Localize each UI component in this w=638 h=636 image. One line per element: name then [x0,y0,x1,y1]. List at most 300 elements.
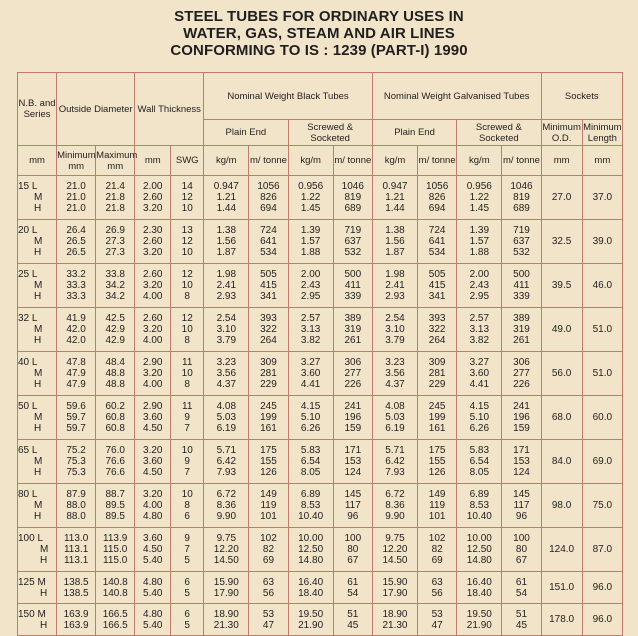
cell-value: 9 [184,412,190,423]
cell-bp-kg [204,528,249,572]
nominal-bore: 65 [18,445,30,456]
cell-value: 719 [344,225,362,236]
cell-bp-mt [249,352,288,396]
nb-series-cell [18,352,57,396]
cell-value: 5 [184,587,190,599]
cell-value: 161 [260,423,277,434]
cell-value: 10 [181,368,193,379]
cell-value: 26.5 [66,236,86,247]
cell-sock-od: 124.0 [541,528,582,572]
cell-value: 4.50 [143,467,163,478]
cell-gp-mt [418,484,457,528]
unit-header: mm [18,146,57,176]
cell-value: 1.98 [385,269,405,280]
cell-value: 161 [428,423,446,434]
nominal-bore: 50 [18,401,30,412]
cell-wt [135,484,171,528]
cell-value: 15.90 [213,576,239,588]
cell-bp-mt [249,396,288,440]
cell-value: 8.53 [300,500,321,511]
nb-series-cell [18,220,57,264]
cell-value: 10.40 [298,511,324,522]
cell-value: 3.10 [216,324,237,335]
cell-value: 155 [260,456,277,467]
cell-gp-mt [418,308,457,352]
cell-value: 101 [428,511,446,522]
wall-thickness-header: Wall Thickness [135,73,204,146]
cell-value: 4.08 [216,401,237,412]
cell-value: 6.42 [385,456,405,467]
table-row [18,220,623,264]
cell-bs-kg [288,308,333,352]
cell-value: 21.8 [105,192,125,203]
cell-value: 322 [260,324,277,335]
cell-value: 9.75 [216,533,237,544]
cell-value: 48.8 [105,368,125,379]
cell-value: 47.9 [66,368,86,379]
cell-value: 411 [344,280,361,291]
cell-value: 63 [262,576,275,588]
cell-value: 4.37 [216,379,237,390]
cell-gp-kg [372,220,417,264]
cell-bp-kg [204,396,249,440]
cell-value: 264 [428,335,446,346]
nb-series-cell [18,396,57,440]
cell-bs-kg [288,440,333,484]
series-label: H [34,335,42,346]
cell-value: 8.36 [385,500,405,511]
cell-value: 33.3 [66,291,86,302]
cell-gp-mt [418,264,457,308]
cell-value: 59.7 [66,412,86,423]
galv-screwed-header: Screwed & Socketed [457,120,541,146]
cell-value: 163.9 [63,608,89,620]
cell-value: 5.71 [216,445,237,456]
cell-value: 96 [515,511,528,522]
cell-value: 1.88 [469,247,490,258]
cell-value: 309 [260,357,277,368]
cell-value: 641 [428,236,446,247]
cell-value: 12.50 [298,544,324,555]
cell-value: 505 [428,269,446,280]
cell-value: 1.39 [469,225,490,236]
cell-swg [171,528,204,572]
cell-value: 18.40 [466,587,492,599]
cell-value: 226 [344,379,362,390]
cell-value: 47.8 [66,357,86,368]
cell-value: 88.7 [105,489,125,500]
cell-value: 8 [184,500,190,511]
cell-bp-kg [204,220,249,264]
series-label: M [34,412,43,423]
cell-value: 126 [260,467,277,478]
cell-value: 13 [181,225,193,236]
cell-value: 53 [431,608,443,620]
cell-gs-kg [457,528,502,572]
table-row [18,308,623,352]
cell-value: 2.60 [143,236,163,247]
cell-value: 45 [347,619,359,631]
cell-value: 6.72 [216,489,237,500]
cell-value: 17.90 [213,587,239,599]
cell-value: 6.26 [469,423,490,434]
cell-value: 21.0 [66,181,86,192]
cell-value: 6.26 [300,423,321,434]
cell-max [96,440,135,484]
cell-gp-mt [418,604,457,636]
cell-value: 10 [181,247,193,258]
cell-value: 500 [513,269,530,280]
cell-value: 505 [260,269,277,280]
cell-gs-kg [457,604,502,636]
table-row [18,528,623,572]
cell-gp-mt [418,176,457,220]
cell-value: 140.8 [102,576,128,588]
cell-min [57,528,96,572]
nb-series-cell [18,440,57,484]
cell-value: 54 [515,587,528,599]
cell-value: 4.37 [385,379,405,390]
cell-value: 14.80 [298,555,324,566]
cell-swg [171,264,204,308]
cell-value: 3.60 [143,412,163,423]
cell-value: 67 [515,555,528,566]
cell-value: 6.19 [385,423,405,434]
cell-gs-kg [457,308,502,352]
cell-value: 18.90 [382,608,408,620]
cell-bs-mt [333,604,372,636]
nb-series-cell [18,604,57,636]
cell-value: 12.20 [213,544,239,555]
cell-value: 63 [431,576,443,588]
cell-value: 8.05 [469,467,490,478]
cell-value: 48.8 [105,379,125,390]
unit-header: Maximum mm [96,146,135,176]
cell-value: 1.38 [216,225,237,236]
cell-value: 14.80 [466,555,492,566]
cell-value: 27.3 [105,236,125,247]
cell-value: 3.56 [385,368,405,379]
cell-value: 5.40 [143,555,163,566]
cell-value: 4.15 [469,401,490,412]
cell-value: 8 [184,379,190,390]
cell-gs-kg [457,440,502,484]
cell-value: 102 [428,533,446,544]
series-label: H [40,555,48,566]
cell-value: 3.20 [143,280,163,291]
cell-bs-mt [333,176,372,220]
cell-value: 145 [513,489,530,500]
cell-value: 411 [513,280,530,291]
cell-bs-mt [333,220,372,264]
cell-value: 102 [260,533,277,544]
cell-value: 1.22 [469,192,490,203]
cell-value: 2.57 [469,313,490,324]
cell-gs-mt [502,308,541,352]
cell-value: 113.1 [63,544,89,555]
cell-gp-kg [372,264,417,308]
cell-gs-mt [502,220,541,264]
cell-value: 500 [344,269,362,280]
cell-bp-mt [249,528,288,572]
table-row [18,604,623,636]
cell-value: 175 [260,445,277,456]
cell-swg [171,440,204,484]
cell-value: 10.00 [298,533,324,544]
cell-value: 1.57 [300,236,321,247]
cell-value: 2.93 [216,291,237,302]
cell-value: 5.83 [300,445,321,456]
cell-value: 15.90 [382,576,408,588]
cell-value: 145 [344,489,362,500]
cell-value: 277 [513,368,530,379]
cell-bp-mt [249,220,288,264]
cell-value: 11 [182,401,193,412]
cell-value: 59.6 [66,401,86,412]
cell-value: 389 [513,313,530,324]
cell-gp-kg [372,484,417,528]
cell-value: 1.44 [216,203,237,214]
cell-gp-kg [372,604,417,636]
cell-gs-kg [457,352,502,396]
cell-sock-od: 39.5 [541,264,582,308]
cell-value: 16.40 [466,576,492,588]
cell-value: 21.0 [66,203,86,214]
cell-value: 2.30 [143,225,163,236]
cell-value: 1046 [510,181,533,192]
cell-bs-mt [333,528,372,572]
series-label: M [34,192,43,203]
cell-value: 27.3 [105,247,125,258]
cell-value: 75.2 [66,445,86,456]
cell-value: 80 [347,544,359,555]
cell-value: 4.08 [385,401,405,412]
cell-value: 1.98 [216,269,237,280]
cell-value: 3.27 [469,357,490,368]
unit-header: kg/m [372,146,417,176]
cell-value: 3.60 [469,368,490,379]
cell-wt [135,528,171,572]
cell-bp-kg [204,176,249,220]
cell-value: 42.5 [105,313,125,324]
series-label: H [34,203,42,214]
cell-value: 1.45 [469,203,490,214]
cell-value: 319 [513,324,530,335]
cell-value: 10.40 [466,511,492,522]
series-label: L [31,401,38,412]
cell-bs-mt [333,352,372,396]
cell-value: 117 [513,500,530,511]
sockets-header: Sockets [541,73,622,120]
unit-header: mm [135,146,171,176]
cell-min [57,484,96,528]
cell-value: 245 [428,401,446,412]
cell-value: 6.89 [300,489,321,500]
cell-value: 8.53 [469,500,490,511]
cell-value: 6.72 [385,489,405,500]
nominal-bore: 80 [18,489,30,500]
cell-value: 241 [344,401,362,412]
cell-value: 1.87 [385,247,405,258]
cell-value: 159 [513,423,530,434]
cell-sock-od: 27.0 [541,176,582,220]
cell-value: 18.90 [213,608,239,620]
cell-value: 67 [347,555,359,566]
cell-value: 389 [344,313,362,324]
cell-value: 341 [428,291,446,302]
series-label: M [34,280,43,291]
unit-header: kg/m [457,146,502,176]
cell-value: 61 [515,576,528,588]
series-label: M [37,576,46,588]
cell-value: 21.4 [105,181,125,192]
series-label: L [31,225,38,236]
cell-value: 9.90 [216,511,237,522]
cell-sock-od: 56.0 [541,352,582,396]
title-line-3: CONFORMING TO IS : 1239 (PART-I) 1990 [170,42,468,59]
nb-series-cell [18,308,57,352]
cell-value: 196 [344,412,362,423]
cell-value: 88.0 [66,500,86,511]
cell-value: 0.956 [298,181,324,192]
cell-value: 339 [344,291,362,302]
table-row [18,352,623,396]
cell-value: 21.90 [298,619,324,631]
cell-value: 42.9 [105,335,125,346]
cell-value: 306 [344,357,362,368]
cell-max [96,308,135,352]
unit-header: Minimum mm [57,146,96,176]
series-label: M [40,544,49,555]
steel-tubes-table [17,72,623,636]
cell-value: 4.00 [143,291,163,302]
cell-value: 637 [344,236,362,247]
cell-value: 3.27 [300,357,321,368]
cell-value: 1.38 [385,225,405,236]
series-label: H [34,291,42,302]
cell-value: 100 [344,533,362,544]
cell-value: 281 [260,368,277,379]
cell-value: 10 [181,203,193,214]
cell-value: 9.90 [385,511,405,522]
cell-value: 69 [262,555,275,566]
cell-value: 1.39 [300,225,321,236]
cell-value: 3.20 [143,203,163,214]
cell-value: 7.93 [385,467,405,478]
cell-value: 4.50 [143,544,163,555]
cell-value: 2.00 [143,181,163,192]
cell-min [57,396,96,440]
black-plain-end-header: Plain End [204,120,288,146]
cell-value: 2.57 [300,313,321,324]
cell-value: 3.10 [385,324,405,335]
cell-value: 2.60 [143,269,163,280]
cell-value: 3.79 [385,335,405,346]
series-label: M [34,324,43,335]
cell-gp-kg [372,308,417,352]
cell-value: 75.3 [66,456,86,467]
nb-series-cell [18,264,57,308]
cell-value: 6.54 [300,456,321,467]
cell-value: 113.9 [103,533,128,544]
cell-gp-kg [372,396,417,440]
cell-value: 3.20 [143,247,163,258]
cell-value: 59.7 [66,423,86,434]
cell-value: 1.56 [385,236,405,247]
cell-bp-mt [249,308,288,352]
cell-value: 2.95 [469,291,490,302]
cell-wt [135,604,171,636]
cell-gp-mt [418,352,457,396]
cell-value: 11 [182,357,193,368]
cell-value: 5.10 [469,412,490,423]
galvanised-tubes-header: Nominal Weight Galvanised Tubes [372,73,541,120]
cell-value: 47 [262,619,275,631]
cell-value: 245 [260,401,277,412]
cell-value: 4.00 [143,335,163,346]
cell-value: 319 [344,324,362,335]
cell-value: 60.8 [105,412,125,423]
cell-value: 69 [431,555,443,566]
cell-value: 8 [184,335,190,346]
cell-value: 8.05 [300,467,321,478]
cell-value: 101 [260,511,277,522]
cell-value: 1.22 [300,192,321,203]
unit-header: m/ tonne [418,146,457,176]
nominal-bore: 25 [18,269,30,280]
cell-gp-kg [372,528,417,572]
cell-value: 53 [262,608,275,620]
cell-value: 76.0 [105,445,125,456]
cell-value: 689 [344,203,362,214]
cell-value: 7 [184,423,190,434]
cell-value: 641 [260,236,277,247]
cell-value: 7.93 [216,467,237,478]
series-label: L [31,357,38,368]
cell-sock-od: 32.5 [541,220,582,264]
cell-value: 689 [513,203,530,214]
cell-value: 9 [184,456,190,467]
cell-value: 124 [344,467,362,478]
cell-value: 1.44 [385,203,405,214]
cell-value: 3.79 [216,335,237,346]
cell-value: 80 [515,544,528,555]
series-label: H [40,619,48,631]
cell-value: 341 [260,291,277,302]
cell-value: 1.57 [469,236,490,247]
cell-value: 34.2 [105,291,125,302]
cell-gp-mt [418,440,457,484]
cell-value: 18.40 [298,587,324,599]
cell-value: 115.0 [103,544,128,555]
cell-sock-len: 69.0 [582,440,622,484]
cell-value: 26.4 [66,225,86,236]
cell-swg [171,604,204,636]
black-tubes-header: Nominal Weight Black Tubes [204,73,373,120]
cell-value: 3.20 [143,445,163,456]
cell-wt [135,352,171,396]
cell-sock-len: 46.0 [582,264,622,308]
cell-swg [171,484,204,528]
cell-value: 2.43 [469,280,490,291]
cell-sock-len: 60.0 [582,396,622,440]
cell-value: 12 [181,269,193,280]
cell-value: 21.8 [105,203,125,214]
cell-value: 26.5 [66,247,86,258]
cell-value: 3.20 [143,324,163,335]
cell-value: 9 [184,533,190,544]
cell-value: 724 [428,225,446,236]
